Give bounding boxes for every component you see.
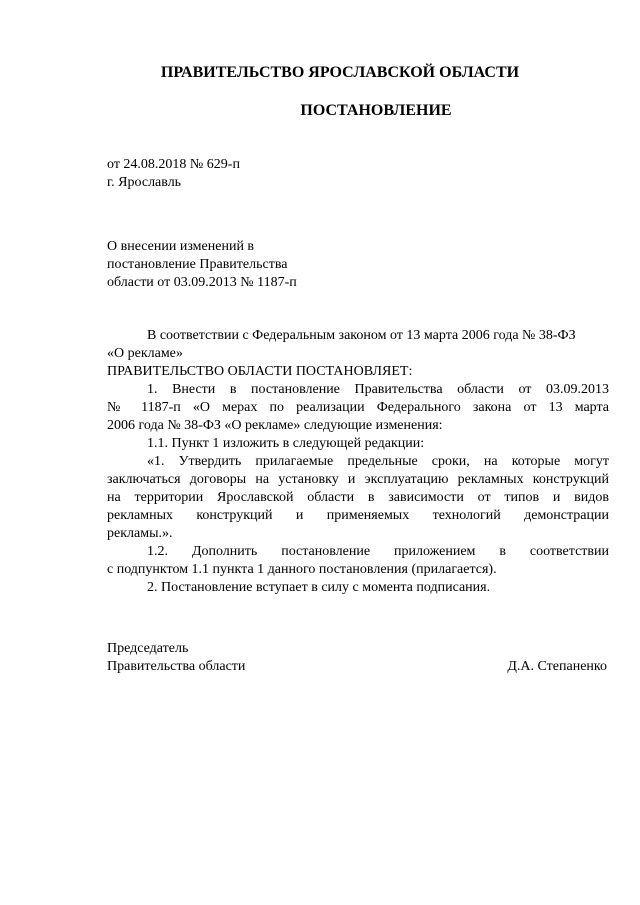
signature-block <box>107 640 607 676</box>
signer-position-1: Председатель <box>107 641 189 656</box>
document-subject <box>107 238 607 292</box>
item-1-2-line-2: с подпунктом 1.1 пункта 1 данного постановления (прилагается). <box>107 562 497 577</box>
item-1-line-2: № 1187-п «О мерах по реализации Федерального закона от 13 марта <box>107 400 609 415</box>
signer-name: Д.А. Степаненко <box>507 659 607 674</box>
quote-line-4: рекламных конструкций и применяемых технологий демонстрации <box>107 508 609 523</box>
item-2: 2. Постановление вступает в силу с момента подписания. <box>147 580 491 595</box>
document-type-heading: ПОСТАНОВЛЕНИЕ <box>300 102 452 119</box>
subject-line-3: области от 03.09.2013 № 1187-п <box>107 275 297 290</box>
date-number: от 24.08.2018 № 629-п <box>107 157 240 172</box>
city: г. Ярославль <box>107 175 182 190</box>
subject-line-2: постановление Правительства <box>107 257 288 272</box>
quote-line-5: рекламы.». <box>107 526 173 541</box>
document-body <box>107 327 609 597</box>
item-1-2-line-1: 1.2. Дополнить постановление приложением в соответствии <box>147 544 609 559</box>
subject-line-1: О внесении изменений в <box>107 239 255 254</box>
government-heading: ПРАВИТЕЛЬСТВО ЯРОСЛАВСКОЙ ОБЛАСТИ <box>160 64 520 81</box>
item-1-1: 1.1. Пункт 1 изложить в следующей редакции: <box>147 436 425 451</box>
decree-line: ПРАВИТЕЛЬСТВО ОБЛАСТИ ПОСТАНОВЛЯЕТ: <box>107 364 413 379</box>
item-1-line-1: 1. Внести в постановление Правительства области от 03.09.2013 <box>147 382 609 397</box>
quote-line-2: заключаться договоры на установку и эксплуатацию рекламных конструкций <box>107 472 609 487</box>
quote-line-3: на территории Ярославской области в зависимости от типов и видов <box>107 490 609 505</box>
signer-position-2: Правительства области <box>107 659 246 674</box>
quote-line-1: «1. Утвердить прилагаемые предельные сроки, на которые могут <box>147 454 609 469</box>
item-1-line-3: 2006 года № 38-ФЗ «О рекламе» следующие изменения: <box>107 418 443 433</box>
document-meta <box>107 156 607 192</box>
preamble-line-1: В соответствии с Федеральным законом от 13 марта 2006 года № 38-ФЗ <box>147 328 576 343</box>
preamble-line-2: «О рекламе» <box>107 346 183 361</box>
